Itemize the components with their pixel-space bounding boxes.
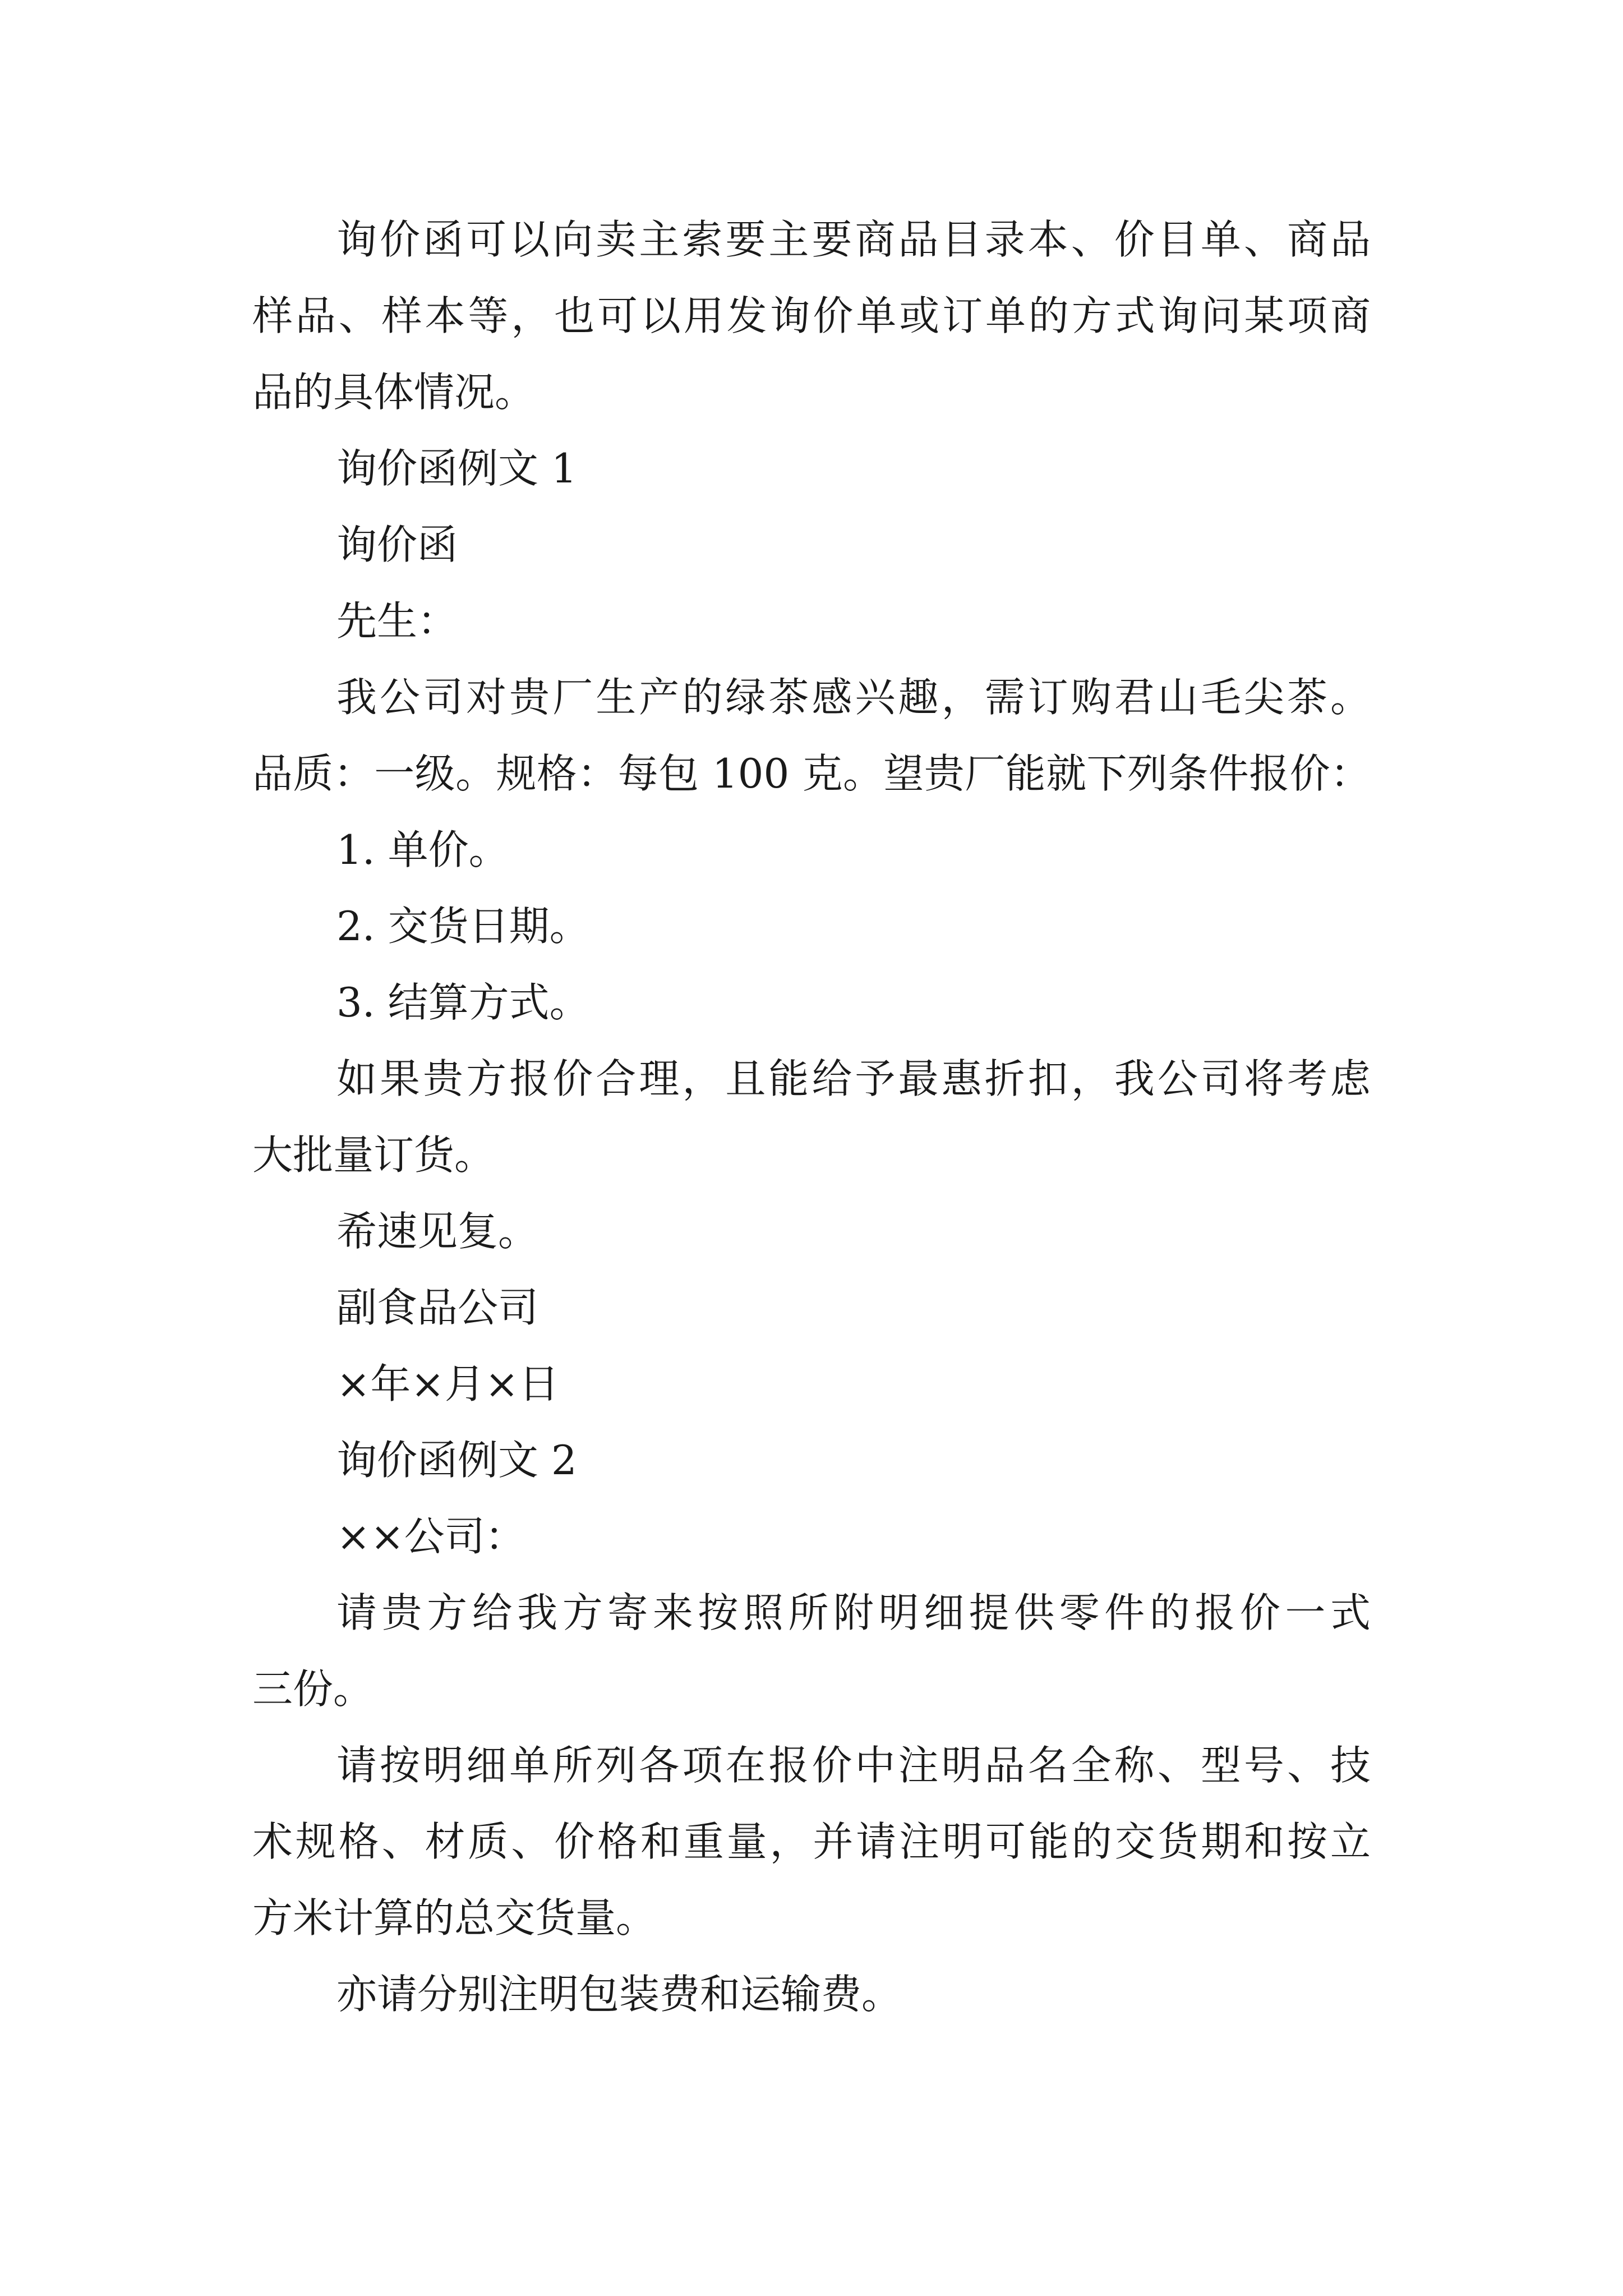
list-item: 3. 结算方式。 bbox=[336, 979, 590, 1026]
section-heading: 询价函例文 2 bbox=[336, 1437, 577, 1484]
paragraph-line: 请贵方给我方寄来按照所附明细提供零件的报价一式 bbox=[336, 1589, 1371, 1636]
paragraph-line: 询价函可以向卖主索要主要商品目录本、价目单、商品 bbox=[336, 216, 1371, 263]
list-item: 2. 交货日期。 bbox=[336, 903, 590, 950]
closing-line: 希速见复。 bbox=[336, 1208, 539, 1255]
paragraph-line: 三份。 bbox=[252, 1665, 374, 1713]
letter-title: 询价函 bbox=[336, 521, 458, 568]
paragraph-line: 品质：一级。规格：每包 100 克。望贵厂能就下列条件报价： bbox=[252, 750, 1371, 797]
paragraph-line: 如果贵方报价合理，且能给予最惠折扣，我公司将考虑 bbox=[336, 1055, 1371, 1102]
paragraph-line: 术规格、材质、价格和重量，并请注明可能的交货期和按立 bbox=[252, 1818, 1371, 1865]
salutation: 先生： bbox=[336, 597, 458, 645]
list-item: 1. 单价。 bbox=[336, 826, 509, 873]
section-heading: 询价函例文 1 bbox=[336, 445, 577, 492]
paragraph-line: 我公司对贵厂生产的绿茶感兴趣，需订购君山毛尖茶。 bbox=[336, 674, 1371, 721]
signature-company: 副食品公司 bbox=[336, 1284, 539, 1331]
paragraph-line: 亦请分别注明包装费和运输费。 bbox=[336, 1971, 902, 2018]
paragraph-line: 品的具体情况。 bbox=[252, 369, 536, 416]
paragraph-line: 大批量订货。 bbox=[252, 1131, 495, 1179]
salutation: ××公司： bbox=[336, 1513, 525, 1560]
paragraph-line: 样品、样本等，也可以用发询价单或订单的方式询问某项商 bbox=[252, 292, 1371, 339]
paragraph-line: 请按明细单所列各项在报价中注明品名全称、型号、技 bbox=[336, 1742, 1371, 1789]
paragraph-line: 方米计算的总交货量。 bbox=[252, 1894, 657, 1941]
signature-date: ×年×月×日 bbox=[336, 1360, 559, 1407]
